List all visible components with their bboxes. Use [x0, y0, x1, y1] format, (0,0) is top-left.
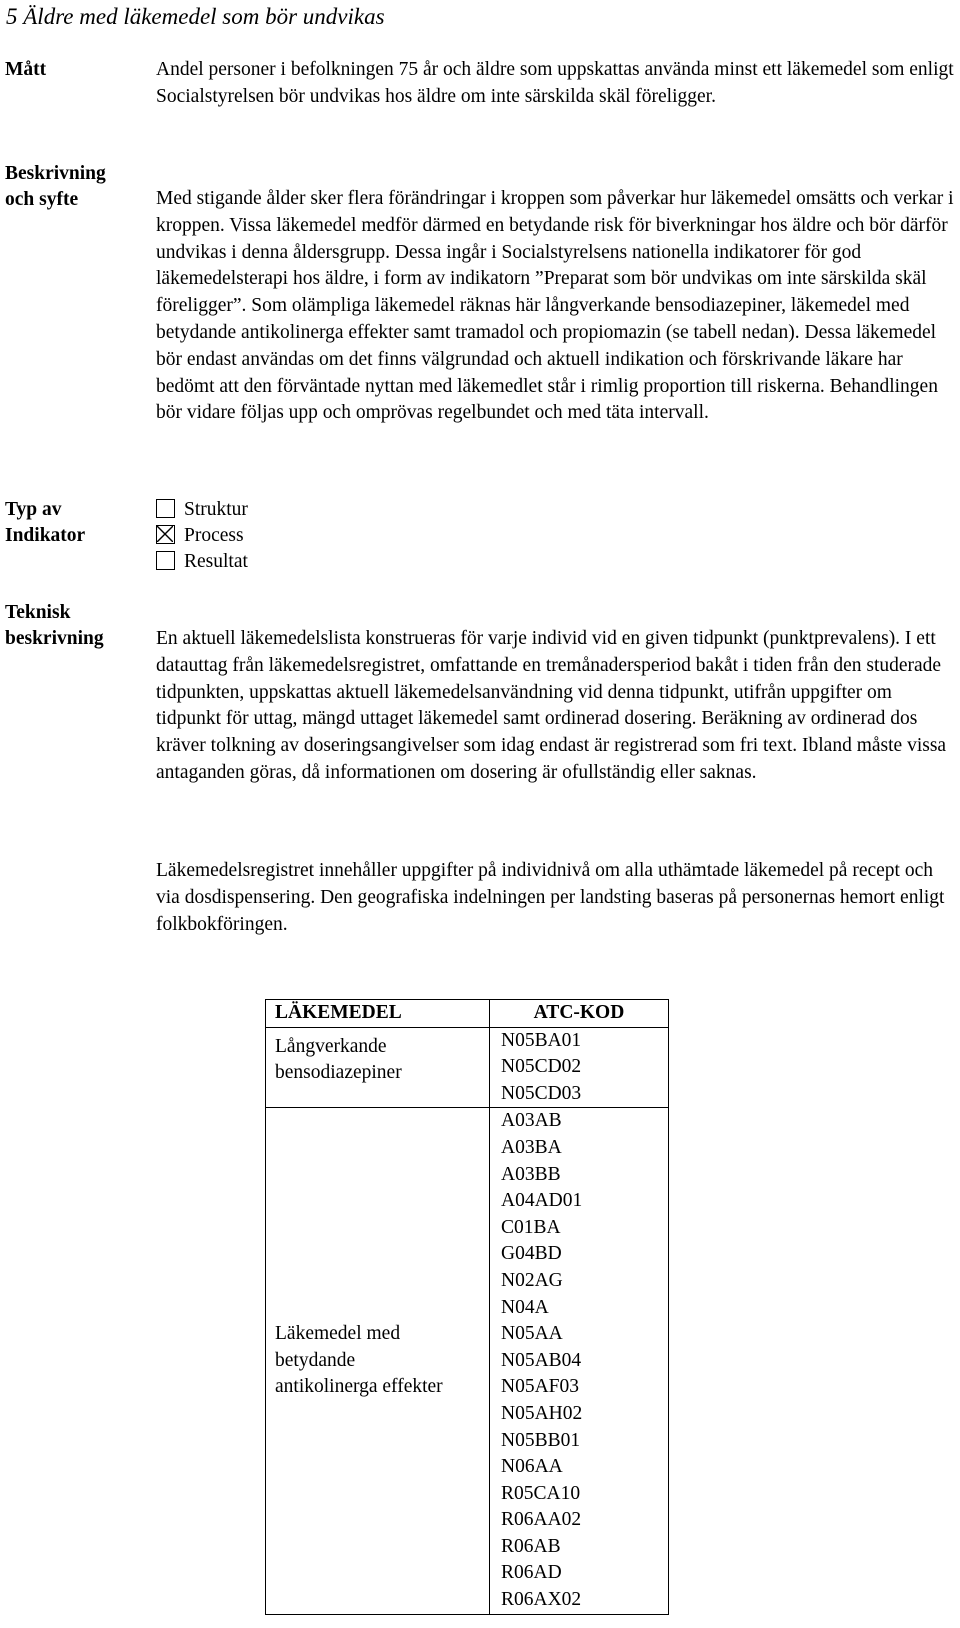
atc-code: R06AD [501, 1562, 562, 1584]
indicator-type-label: Process [184, 525, 244, 546]
table-header-row [266, 1000, 669, 1028]
indicator-type-label: Resultat [184, 551, 248, 572]
label-teknisk-line2: beskrivning [5, 628, 104, 649]
label-typ-line1: Typ av [5, 499, 62, 520]
atc-table [265, 999, 669, 1615]
label-matt: Mått [5, 59, 47, 80]
checkbox-resultat [156, 551, 175, 570]
atc-code: N02AG [501, 1269, 563, 1291]
atc-code: N05AH02 [501, 1402, 583, 1424]
section-title: 5 Äldre med läkemedel som bör undvikas [6, 4, 385, 29]
label-beskrivning-line1: Beskrivning [5, 163, 106, 184]
header-atc-kod: ATC-KOD [490, 1000, 669, 1028]
atc-code: N05BA01 [501, 1029, 582, 1051]
checkbox-struktur [156, 499, 175, 518]
beskrivning-text [156, 186, 956, 427]
atc-code: A03BB [501, 1163, 561, 1185]
drug-line: bensodiazepiner [275, 1062, 402, 1084]
indicator-type-label: Struktur [184, 499, 248, 520]
drug-cell [266, 1108, 490, 1614]
beskrivning-paragraph: Med stigande ålder sker flera förändringar i kroppen som påverkar hur läkemedel omsätts och verkar i kroppen. Vissa läkemedel medför därmed en betydande risk för biverkningar hos äldre och bör därför undvikas i denna åldersgrupp. Dessa ingår i Socialstyrelsens nationella indikatorer för god läkemedelsterapi hos äldre, i form av indikatorn ”Preparat som bör undvikas om inte särskilda skäl föreligger”. Som olämpliga läkemedel räknas här långverkande bensodiazepiner, läkemedel med betydande antikolinerga effekter samt tramadol och propiomazin (se tabell nedan). Dessa läkemedel bör endast användas om det finns välgrundad och aktuell indikation och förskrivande läkare har bedömt att den förväntade nyttan med läkemedlet står i rimlig proportion till riskerna. Behandlingen bör vidare följas upp och omprövas regelbundet och med täta intervall. [156, 188, 954, 424]
label-teknisk [5, 600, 145, 652]
matt-text [156, 57, 956, 111]
drug-line: betydande [275, 1349, 356, 1371]
atc-code: A04AD01 [501, 1190, 583, 1212]
matt-paragraph: Andel personer i befolkningen 75 år och äldre som uppskattas använda minst ett läkemedel som enligt Socialstyrelsen bör undvikas hos äldre om inte särskilda skäl föreligger. [156, 59, 954, 107]
atc-code: R06AB [501, 1535, 561, 1557]
teknisk-text-1 [156, 626, 956, 787]
indicator-type-resultat [156, 549, 248, 575]
atc-code: N06AA [501, 1456, 563, 1478]
table-row [266, 1027, 669, 1108]
atc-code: G04BD [501, 1243, 562, 1265]
atc-code: N05AF03 [501, 1376, 580, 1398]
header-lakemedel: LÄKEMEDEL [266, 1000, 490, 1028]
atc-codes-cell [490, 1108, 669, 1614]
atc-code: R05CA10 [501, 1482, 581, 1504]
atc-code: A03AB [501, 1110, 562, 1132]
teknisk-text-2 [156, 858, 956, 938]
checkbox-process-checked [156, 525, 175, 544]
teknisk-paragraph-1: En aktuell läkemedelslista konstrueras för varje individ vid en given tidpunkt (punktprevalens). I ett datauttag från läkemedelsregistret, omfattande en tremånadersperiod bakåt i tiden från den studerade tidpunkten, uppskattas aktuell läkemedelsanvändning vid denna tidpunkt, utifrån uppgifter om tidpunkt för uttag, mängd uttaget läkemedel samt ordinerad dosering. Beräkning av ordinerad dos kräver tolkning av doseringsangivelser som idag endast är registrerad som fri text. Ibland måste vissa antaganden göras, då informationen om dosering är ofullständig eller saknas. [156, 628, 947, 783]
label-typ-line2: Indikator [5, 525, 86, 546]
indicator-type-struktur [156, 497, 248, 523]
label-typ [5, 497, 145, 549]
atc-code: R06AA02 [501, 1509, 582, 1531]
atc-code: A03BA [501, 1136, 562, 1158]
drug-line: antikolinerga effekter [275, 1376, 443, 1398]
atc-codes-cell [490, 1027, 669, 1108]
label-teknisk-line1: Teknisk [5, 602, 71, 623]
teknisk-paragraph-2: Läkemedelsregistret innehåller uppgifter på individnivå om alla uthämtade läkemedel på recept och via dosdispensering. Den geografiska indelningen per landsting baseras på personernas hemort enligt folkbokföringen. [156, 860, 945, 935]
drug-line: Långverkande [275, 1035, 387, 1057]
atc-code: N05BB01 [501, 1429, 581, 1451]
table-row [266, 1108, 669, 1614]
atc-code: N04A [501, 1296, 549, 1318]
atc-code: N05CD03 [501, 1082, 582, 1104]
label-beskrivning [5, 161, 145, 213]
indicator-type-process [156, 523, 244, 549]
label-beskrivning-line2: och syfte [5, 189, 79, 210]
atc-code: C01BA [501, 1216, 561, 1238]
drug-line: Läkemedel med [275, 1323, 401, 1345]
atc-code: R06AX02 [501, 1589, 582, 1611]
atc-code: N05CD02 [501, 1056, 582, 1078]
drug-cell [266, 1027, 490, 1108]
atc-code: N05AA [501, 1323, 563, 1345]
atc-code: N05AB04 [501, 1349, 582, 1371]
check-x-icon [157, 526, 173, 542]
